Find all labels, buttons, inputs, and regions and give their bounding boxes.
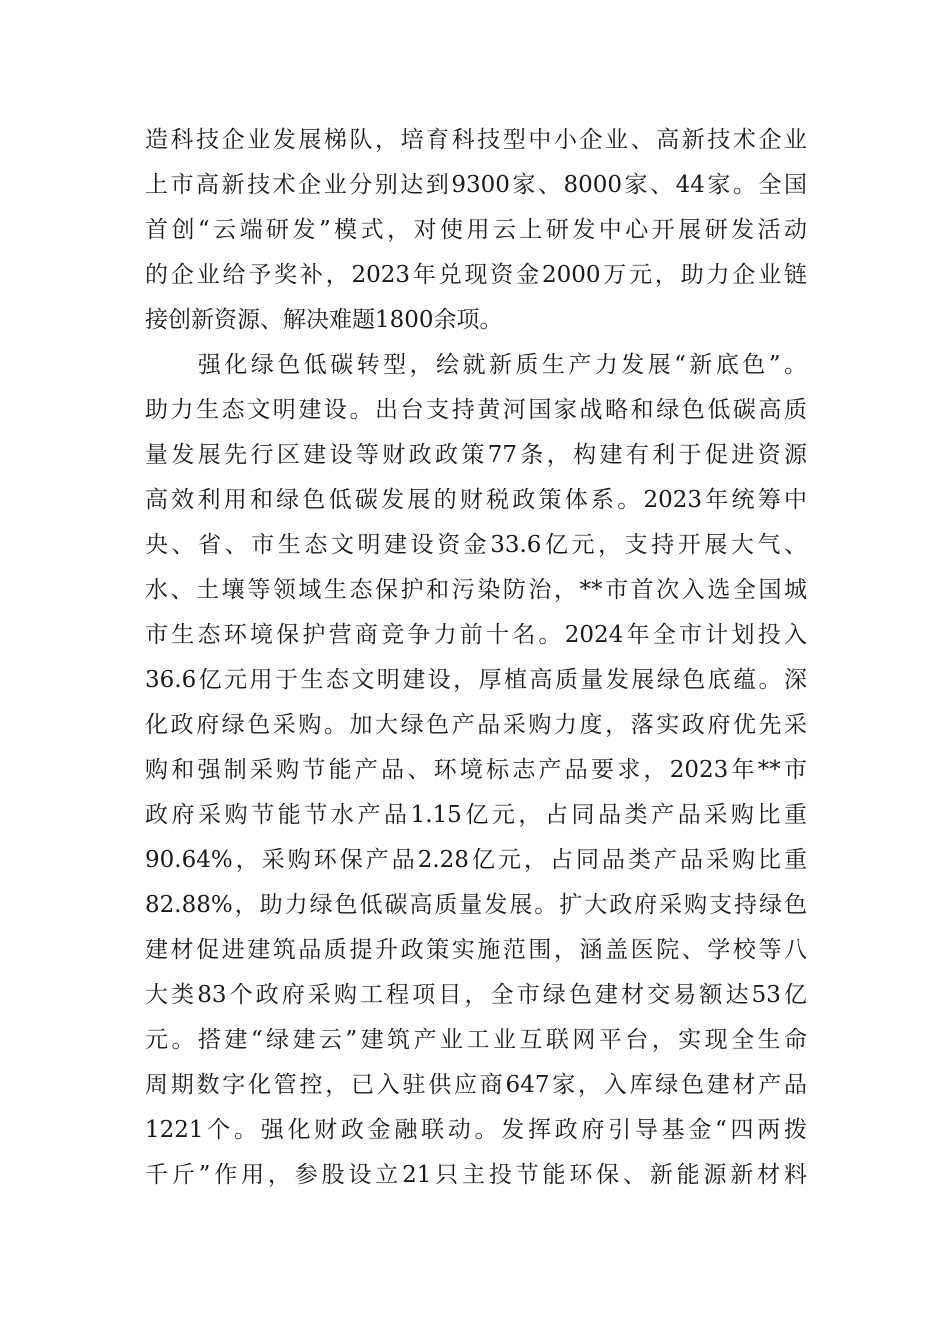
text-line: 市生态环境保护营商竞争力前十名。2024年全市计划投入: [145, 622, 807, 648]
body-text: [145, 118, 807, 1198]
text-line: 建材促进建筑品质提升政策实施范围，涵盖医院、学校等八: [145, 937, 807, 963]
text-line: 央、省、市生态文明建设资金33.6亿元，支持开展大气、: [145, 532, 807, 558]
text-line: 强化绿色低碳转型，绘就新质生产力发展“新底色”。: [145, 352, 807, 378]
text-line: 首创“云端研发”模式，对使用云上研发中心开展研发活动: [145, 217, 807, 243]
text-line: 助力生态文明建设。出台支持黄河国家战略和绿色低碳高质: [145, 397, 807, 423]
text-line: 千斤”作用，参股设立21只主投节能环保、新能源新材料: [145, 1162, 807, 1188]
text-line: 化政府绿色采购。加大绿色产品采购力度，落实政府优先采: [145, 712, 807, 738]
text-line: 水、土壤等领域生态保护和污染防治，**市首次入选全国城: [145, 577, 807, 603]
text-line: 政府采购节能节水产品1.15亿元，占同品类产品采购比重: [145, 802, 807, 828]
text-line: 的企业给予奖补，2023年兑现资金2000万元，助力企业链: [145, 262, 807, 288]
text-line: 高效利用和绿色低碳发展的财税政策体系。2023年统筹中: [145, 487, 807, 513]
text-line: 接创新资源、解决难题1800余项。: [145, 307, 503, 333]
text-line: 元。搭建“绿建云”建筑产业工业互联网平台，实现全生命: [145, 1027, 807, 1053]
text-line: 90.64%，采购环保产品2.28亿元，占同品类产品采购比重: [145, 847, 807, 873]
text-line: 1221个。强化财政金融联动。发挥政府引导基金“四两拨: [145, 1117, 807, 1143]
text-line: 周期数字化管控，已入驻供应商647家，入库绿色建材产品: [145, 1072, 807, 1098]
text-line: 量发展先行区建设等财政政策77条，构建有利于促进资源: [145, 442, 807, 468]
text-line: 造科技企业发展梯队，培育科技型中小企业、高新技术企业: [145, 127, 807, 153]
text-line: 购和强制采购节能产品、环境标志产品要求，2023年**市: [145, 757, 807, 783]
text-line: 上市高新技术企业分别达到9300家、8000家、44家。全国: [145, 172, 807, 198]
text-line: 82.88%，助力绿色低碳高质量发展。扩大政府采购支持绿色: [145, 892, 807, 918]
text-line: 36.6亿元用于生态文明建设，厚植高质量发展绿色底蕴。深: [145, 667, 807, 693]
text-line: 大类83个政府采购工程项目，全市绿色建材交易额达53亿: [145, 982, 807, 1008]
